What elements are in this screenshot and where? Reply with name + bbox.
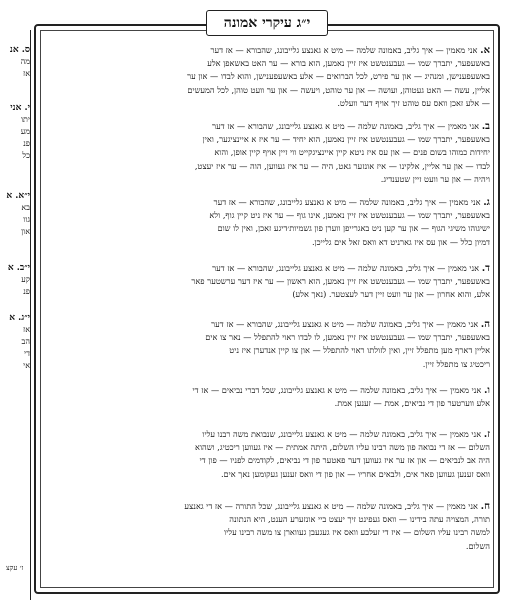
article-line: באשעפענישן, ומנהיג — און ער פירט, לכל הברואים — אלע באשעפענישן, והוא לבדו — און ער (187, 71, 490, 82)
article-line: אלע ווערטער פון די נביאים, אמת — זענען אמת. (334, 398, 490, 409)
article-label: א. (480, 45, 490, 56)
article-line: דמיון כלל — און עס איז גארניט דא וואס זאל אים גלייכן. (311, 236, 490, 247)
article-vav (44, 384, 490, 410)
margin-item-line: הב (21, 337, 30, 346)
article-line (44, 44, 490, 57)
margin-item (2, 312, 30, 372)
article-line: למשה רבינו עליו השלום — איז די זעלבע וואס איז געגעבן געווארן צו משה רבינו עליו (224, 527, 490, 538)
margin-item-line: אי (23, 361, 30, 370)
article-line: — אלע זאכן וואס עס טוהט זיך אויף דער וועלט. (337, 97, 490, 108)
margin-item (2, 102, 30, 162)
article-line: וואס זענען געווען פאר אים, ולבאים אחריו — און פון די וואס זענען געקומען נאך אים. (220, 468, 490, 479)
article-label: ז. (483, 429, 490, 440)
margin-item-line: פנ (23, 287, 30, 296)
article-label: ב. (481, 121, 490, 132)
article-text: אני מאמין — איך גליב, באמונה שלמה — מיט א גאנצע גלייבונג, שכל התורה — אז די גאנצע (184, 501, 478, 511)
margin-item-head: י״ג. א (9, 313, 30, 323)
article-label: ד. (481, 263, 490, 274)
article-text: אני מאמין — איך גליב, באמונה שלמה — מיט א גאנצע גלייבונג, שהבורא — אז דער (211, 319, 479, 329)
article-line: יחידות כמוהו בשום פנים — און עס איז ניטא קיין איינציגקייט ווי זיין אויף קיין אופן, והוא (214, 147, 490, 158)
margin-item-line: בא (21, 203, 30, 212)
article-line: ויהיה — און ער וועט זיין שטענדיג. (380, 173, 490, 184)
article-line: ריכטיג צו מתפלל זיין. (422, 358, 490, 369)
margin-item-head: ס. אנ (9, 45, 30, 55)
article-text: אני מאמין — איך גליב, באמונה שלמה — מיט א גאנצע גלייבונג, שהבורא — אז דער (212, 263, 480, 273)
article-line: היה אב לנביאים — און אז ער איז געווען דער פאטער פון די נביאים, לקודמים לפניו — פון די (199, 455, 490, 466)
article-line: אליין דארף מען מתפלל זיין, ואין לזולתו ראוי להתפלל — און צו קיין אנדערן איז ניט (229, 345, 490, 356)
article-line (44, 500, 490, 513)
margin-item-line: אז (22, 69, 30, 78)
article-line: באשעפער, יתברך שמו — געבענטשט איז זיין נאמען, הוא בורא — ער האט באשאפן אלע (207, 58, 490, 69)
article-label: ו. (483, 385, 490, 396)
margin-item-line: און (21, 227, 30, 236)
article-line: באשעפער, יתברך שמו — געבענטשט איז זיין נאמען, אינו גוף — ער איז ניט קיין גוף, ולא (209, 210, 490, 221)
margin-item-head: י״א. א (6, 191, 30, 201)
article-text: אני מאמין — איך גליב, באמונה שלמה — מיט א גאנצע גלייבונג, שהבורא — אז דער (212, 121, 480, 131)
article-line: אליין, עשה — האט געטוהן, ועושה — און ער טוהט, ויעשה — און ער וועט טוהן, לכל המעשים (187, 84, 490, 95)
margin-item-line: גוו (23, 215, 30, 224)
article-line: באשעפער, יתברך שמו — געבענטשט איז זיין נאמען, לו לבדו ראוי להתפלל — נאר צו אים (205, 332, 490, 343)
margin-item-line: כל (22, 151, 30, 160)
article-line: השלום. (465, 540, 490, 551)
article-line: תורה, המצויה עתה בידינו — וואס געפינט זיך יעצט ביי אונזערע הענט, היא הנתונה (229, 514, 490, 525)
article-line (44, 318, 490, 331)
margin-item (2, 44, 30, 80)
article-text: אני מאמין — איך גליב, באמונה שלמה — מיט א גאנצע גלייבונג, שנבואת משה רבנו עליו (202, 429, 482, 439)
page-title: י״ג עיקרי אמונה (206, 10, 328, 36)
article-line: באשעפער, יתברך שמו — געבענטשט איז זיין נאמען, הוא ראשון — ער איז דער ערשטער פאר (191, 276, 490, 287)
margin-item-line: מע (20, 127, 30, 136)
article-label: ג. (483, 197, 490, 208)
margin-item-line: אז (22, 325, 30, 334)
left-margin-column (0, 30, 31, 600)
article-frame (34, 15, 500, 594)
article-text: אני מאמין — איך גליב, באמונה שלמה — מיט א גאנצע גלייבונג, שכל דברי נביאים — אז די (192, 385, 482, 395)
article-line: השלום — אז די נבואה פון משה רבינו עליו השלום, היתה אמתית — איז געווען ריכטיג, ושהוא (195, 442, 490, 453)
article-label: ה. (480, 319, 490, 330)
article-line (44, 262, 490, 275)
article-bet (44, 120, 490, 186)
article-text: אני מאמין — איך גליב, באמונה שלמה — מיט א גאנצע גלייבונג, שהבורא — אז דער (210, 45, 478, 55)
article-he (44, 318, 490, 371)
article-text: אני מאמין — איך גליב, באמונה שלמה — מיט א גאנצע גלייבונג, שהבורא — אז דער (213, 197, 481, 207)
article-label: ח. (480, 501, 490, 512)
margin-item-line: יתו (20, 115, 30, 124)
margin-item (2, 190, 30, 238)
margin-item-line: מה (20, 57, 30, 66)
article-line: אלע, והוא אחרון — און ער וועט זיין דער לעצטער. (נאך אלע) (292, 289, 490, 300)
footer-mark: ז׳ עקצ (6, 564, 24, 572)
article-het (44, 500, 490, 553)
articles-list (44, 44, 490, 586)
article-dalet (44, 262, 490, 302)
margin-item-line: קע (21, 275, 30, 284)
article-line (44, 196, 490, 209)
margin-item (2, 262, 30, 298)
article-line: לבדו — און ער אליין, אלקינו — איז אונזער גאט, היה — ער איז געווען, הוה — ער איז יעצט, (194, 160, 490, 171)
article-aleph (44, 44, 490, 110)
margin-item-line: די (24, 349, 30, 358)
article-line (44, 384, 490, 397)
article-line: ישיגוהו משיגי הגוף — און ער קען ניט באגרייפן ווערן פון גשמיות׳דיגע זאכן, ואין לו שום (217, 223, 490, 234)
article-line (44, 120, 490, 133)
article-gimel (44, 196, 490, 249)
article-line (44, 428, 490, 441)
margin-item-head: י. אני (10, 103, 30, 113)
margin-item-head: י״ב. א (7, 263, 30, 273)
margin-item-line: פנ (23, 139, 30, 148)
article-zayin (44, 428, 490, 481)
article-line: באשעפער, יתברך שמו — געבענטשט איז זיין נאמען, הוא יחיד — ער איז א איינציגער, ואין (202, 134, 490, 145)
